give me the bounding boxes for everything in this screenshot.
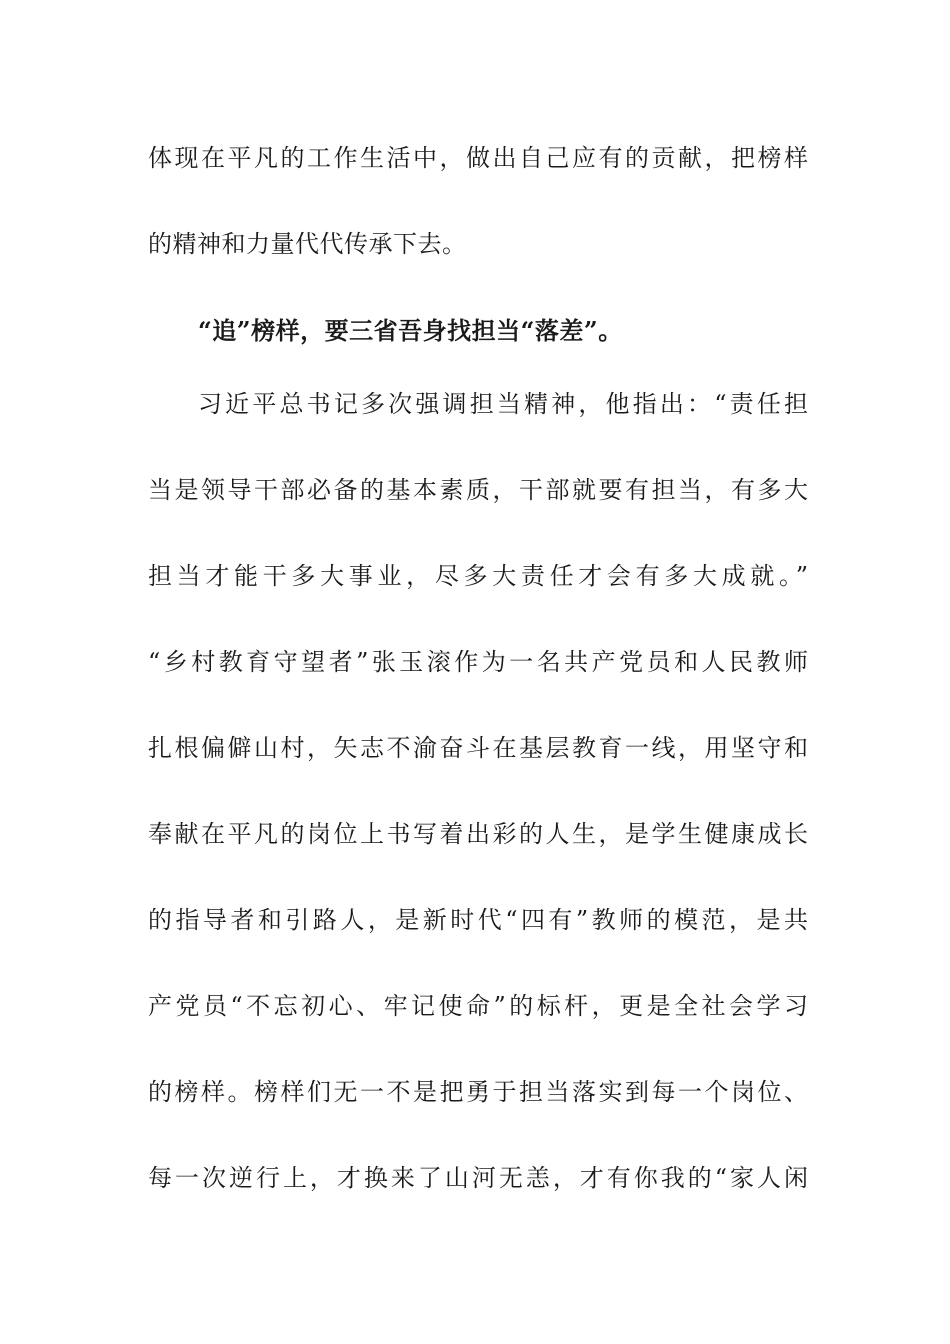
body-line-1: 体现在平凡的工作生活中，做出自己应有的贡献，把榜样 xyxy=(148,144,808,172)
body-line-9: 的指导者和引路人，是新时代“四有”教师的模范，是共 xyxy=(148,906,808,934)
body-line-7: 扎根偏僻山村，矢志不渝奋斗在基层教育一线，用坚守和 xyxy=(148,734,808,762)
body-line-8: 奉献在平凡的岗位上书写着出彩的人生，是学生健康成长 xyxy=(148,820,808,848)
body-line-6: “乡村教育守望者”张玉滚作为一名共产党员和人民教师 xyxy=(148,648,808,676)
body-line-12: 每一次逆行上，才换来了山河无恙，才有你我的“家人闲 xyxy=(148,1164,808,1192)
body-line-2: 的精神和力量代代传承下去。 xyxy=(148,230,467,258)
body-line-11: 的榜样。榜样们无一不是把勇于担当落实到每一个岗位、 xyxy=(148,1078,808,1106)
section-heading: “追”榜样，要三省吾身找担当“落差”。 xyxy=(198,316,623,345)
body-line-10: 产党员“不忘初心、牢记使命”的标杆，更是全社会学习 xyxy=(148,992,808,1020)
body-line-5: 担当才能干多大事业，尽多大责任才会有多大成就。” xyxy=(148,562,808,590)
body-line-4: 当是领导干部必备的基本素质，干部就要有担当，有多大 xyxy=(148,476,808,504)
body-line-3: 习近平总书记多次强调担当精神，他指出：“责任担 xyxy=(198,390,808,418)
